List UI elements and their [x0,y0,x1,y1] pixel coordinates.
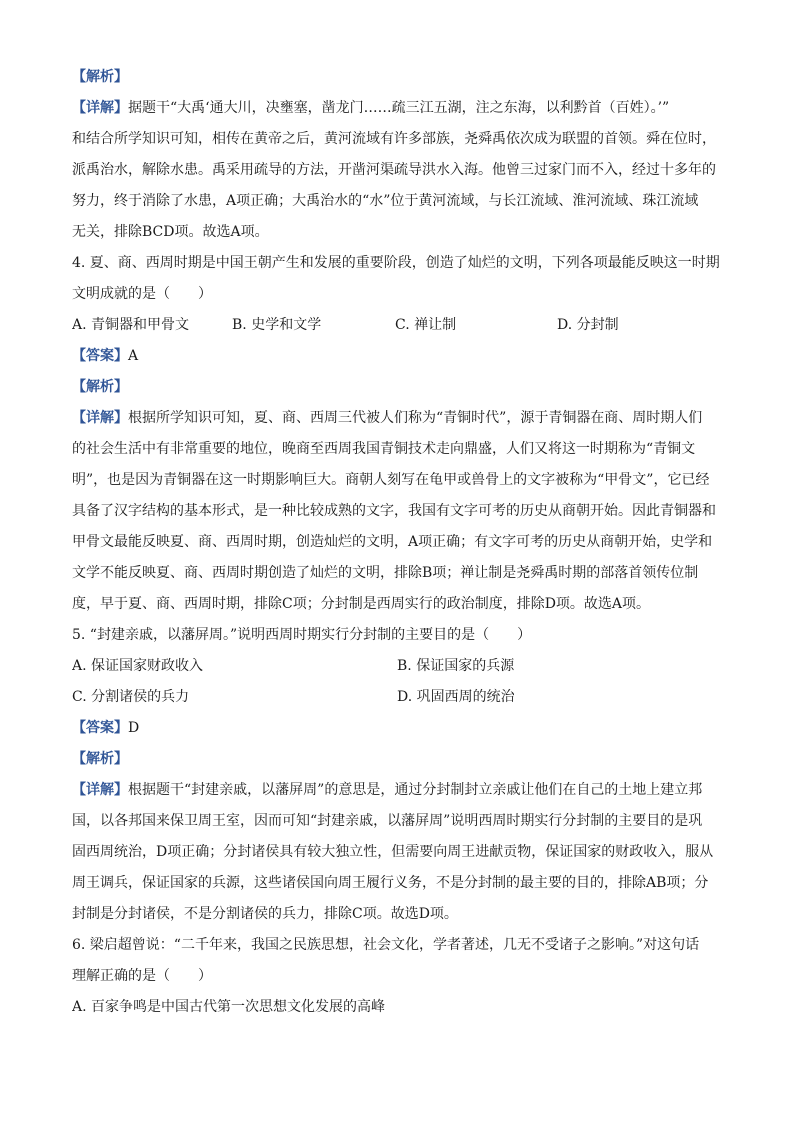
q3-detail-line: 【详解】据题干“大禹‘通大川，决壅塞，凿龙门……疏三江五湖，注之东海，以利黔首（百姓）。’” [72,100,670,116]
q4-analysis-heading [72,372,722,403]
q4-detail-line: 明”，也是因为青铜器在这一时期影响巨大。商朝人刻写在龟甲或兽骨上的文字被称为“甲骨文”，它已经 [72,472,710,488]
q4-answer-value: A [128,348,139,364]
q4-options [72,310,722,341]
q6-option-a: A. 百家争鸣是中国古代第一次思想文化发展的高峰 [72,999,386,1015]
q5-detail-line: 封制是分封诸侯，不是分割诸侯的兵力，排除C项。故选D项。 [72,906,458,922]
q3-analysis-heading [72,62,722,93]
analysis-tag: 【解析】 [72,69,128,85]
detail-tag: 【详解】 [72,100,128,116]
q5-option-a: A. 保证国家财政收入 [72,658,204,674]
q5-option-c: C. 分割诸侯的兵力 [72,689,190,705]
q5-options-row-1 [72,651,722,682]
q5-detail-line: 固西周统治，D项正确；分封诸侯具有较大独立性，但需要向周王进献贡物，保证国家的财政收入，服从 [72,844,714,860]
q5-detail-line: 周王调兵，保证国家的兵源，这些诸侯国向周王履行义务，不是分封制的最主要的目的，排除AB项；分 [72,875,709,891]
q3-detail-line: 无关，排除BCD项。故选A项。 [72,224,269,240]
q6-stem-line: 理解正确的是（ ） [72,968,212,984]
q5-stem-line: 5. “封建亲戚，以藩屏周。”说明西周时期实行分封制的主要目的是（ ） [72,627,532,643]
answer-tag: 【答案】 [72,720,128,736]
q5-options-row-2 [72,682,722,713]
q4-detail-line: 具备了汉字结构的基本形式，是一种比较成熟的文字，我国有文字可考的历史从商朝开始。因此青铜器和 [72,503,716,519]
q4-answer [72,341,722,372]
page-content [72,62,722,1023]
q4-option-c: C. 禅让制 [395,317,457,333]
q4-stem-line: 文明成就的是（ ） [72,286,212,302]
q5-detail-line: 【详解】根据题干“封建亲戚，以藩屏周”的意思是，通过分封制封立亲戚让他们在自己的土地上建立邦 [72,782,703,798]
q4-option-d: D. 分封制 [557,317,619,333]
q4-stem-line: 4. 夏、商、西周时期是中国王朝产生和发展的重要阶段，创造了灿烂的文明，下列各项最能反映这一时期 [72,255,720,271]
answer-tag: 【答案】 [72,348,128,364]
q4-detail-line: 文学不能反映夏、商、西周时期创造了灿烂的文明，排除B项；禅让制是尧舜禹时期的部落首领传位制 [72,565,699,581]
analysis-tag: 【解析】 [72,751,128,767]
q4-option-b: B. 史学和文学 [232,317,322,333]
q5-option-b: B. 保证国家的兵源 [397,658,515,674]
q3-detail-line: 和结合所学知识可知，相传在黄帝之后，黄河流域有许多部族，尧舜禹依次成为联盟的首领。舜在位时， [72,131,716,147]
analysis-tag: 【解析】 [72,379,128,395]
q4-detail-line: 甲骨文最能反映夏、商、西周时期，创造灿烂的文明，A项正确；有文字可考的历史从商朝开始，史学和 [72,534,713,550]
q5-detail-line: 国，以各邦国来保卫周王室，因而可知“封建亲戚，以藩屏周”说明西周时期实行分封制的主要目的是巩 [72,813,703,829]
q5-option-d: D. 巩固西周的统治 [397,689,515,705]
q5-analysis-heading [72,744,722,775]
q4-option-a: A. 青铜器和甲骨文 [72,317,190,333]
detail-tag: 【详解】 [72,782,128,798]
detail-tag: 【详解】 [72,410,128,426]
q4-detail-line: 度，早于夏、商、西周时期，排除C项；分封制是西周实行的政治制度，排除D项。故选A项。 [72,596,651,612]
q6-stem-line: 6. 梁启超曾说：“二千年来，我国之民族思想，社会文化，学者著述，几无不受诸子之影响。”对这句话 [72,937,700,953]
q3-detail-line: 派禹治水，解除水患。禹采用疏导的方法，开凿河渠疏导洪水入海。他曾三过家门而不入，经过十多年的 [72,162,716,178]
q3-detail-line: 努力，终于消除了水患，A项正确；大禹治水的“水”位于黄河流域，与长江流域、淮河流域、珠江流域 [72,193,699,209]
q4-detail-line: 【详解】根据所学知识可知，夏、商、西周三代被人们称为“青铜时代”，源于青铜器在商、周时期人们 [72,410,703,426]
q5-answer-value: D [128,720,140,736]
q4-detail-line: 的社会生活中有非常重要的地位，晚商至西周我国青铜技术走向鼎盛，人们又将这一时期称为“青铜文 [72,441,696,457]
q5-answer [72,713,722,744]
